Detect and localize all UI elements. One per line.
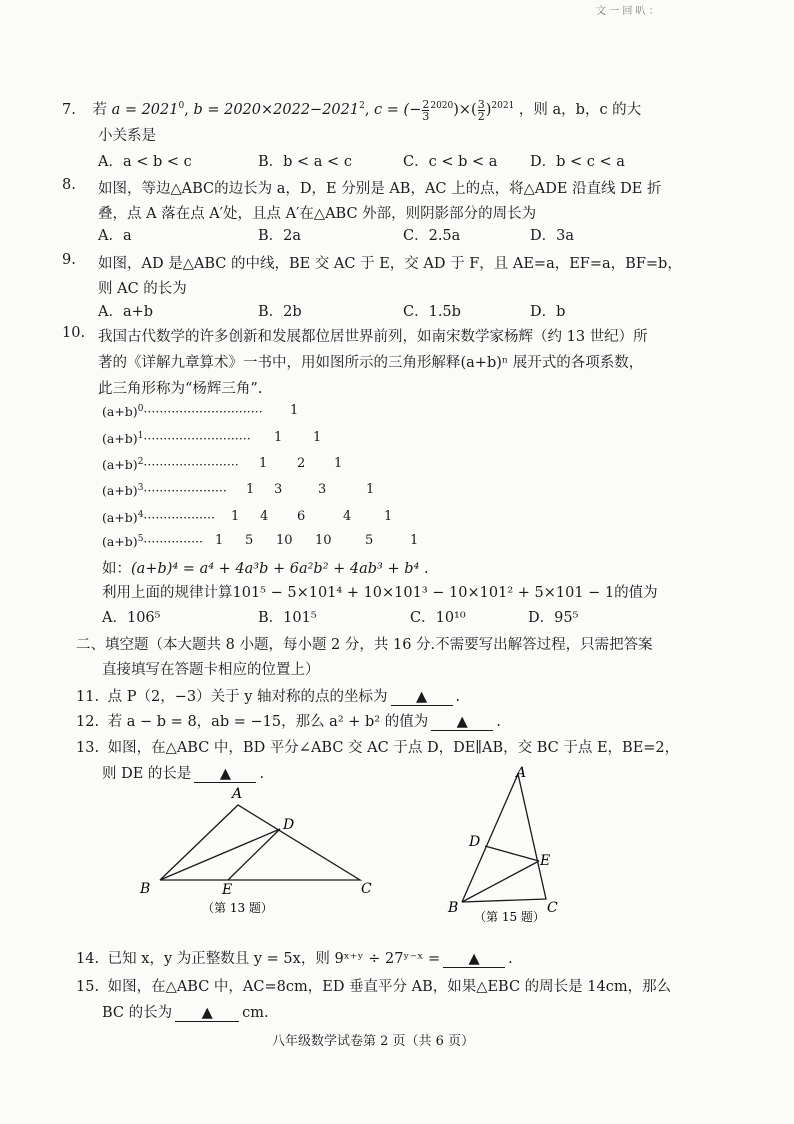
page-footer: 八年级数学试卷第 2 页（共 6 页） (272, 1034, 475, 1049)
question-11 (76, 685, 460, 706)
figure-15-caption: （第 15 题） (474, 910, 545, 924)
label-d: D (469, 834, 481, 850)
triangle-abc (160, 805, 360, 880)
q7-fraction-1: $\frac{2}{3}$ (422, 97, 430, 123)
q7-line2: 小关系是 (98, 128, 156, 144)
q10-line3: 此三角形称为“杨辉三角”. (98, 381, 263, 397)
label-a: A (232, 786, 243, 802)
segment-de (485, 846, 539, 861)
q7-b-expr: b = 2020×2022−2021 (193, 102, 360, 118)
q7-tail: ，则 a，b，c 的大 (518, 102, 642, 118)
triangle-value: 1 (384, 509, 393, 524)
question-number: 12. (76, 714, 100, 730)
q13-line2: 则 DE 的长是 (102, 766, 192, 782)
label-c: C (547, 900, 558, 916)
triangle-row-1: $(a+b)^1\cdot\cdot\cdot\cdot\cdot\cdot\cdot\cdot\cdot\cdot\cdot\cdot\cdot\cdot\cdot\cdot\cdot\cdot\cdot\cdot\cdot\cdot\cdot\cdot\cdot\cdot\cdot$ (102, 430, 251, 446)
label-b: B (140, 881, 151, 897)
question-number: 9. (62, 252, 76, 268)
answer-blank[interactable]: ▲ (391, 689, 453, 706)
answer-blank[interactable]: ▲ (443, 951, 505, 968)
triangle-value: 5 (245, 533, 254, 548)
q12-text: 若 a − b = 8，ab = −15，那么 a² + b² 的值为 (107, 714, 429, 730)
q10-example-lead: 如： (102, 561, 131, 577)
q10-line2: 著的《详解九章算术》一书中，用如图所示的三角形解释(a+b)ⁿ 展开式的各项系数， (98, 355, 644, 371)
q10-use-line: 利用上面的规律计算101⁵ − 5×101⁴ + 10×101³ − 10×101² + 5×101 − 1的值为 (102, 585, 658, 601)
q10-option-b[interactable]: B．101⁵ (258, 610, 317, 626)
question-number: 7. (62, 102, 76, 118)
q7-c-expr: c = (− (374, 102, 422, 118)
question-number: 15. (76, 979, 100, 995)
triangle-value: 6 (297, 509, 306, 524)
triangle-value: 3 (318, 482, 327, 497)
q12-end: . (496, 714, 501, 730)
segment-be (462, 861, 539, 902)
answer-blank[interactable]: ▲ (175, 1005, 239, 1022)
q7-option-d[interactable]: D．b < c < a (530, 154, 625, 170)
label-e: E (540, 853, 551, 869)
q15-line2: BC 的长为 (102, 1005, 173, 1021)
q10-option-d[interactable]: D．95⁵ (528, 610, 579, 626)
q7-fraction-2: $\frac{3}{2}$ (477, 97, 485, 123)
label-e: E (222, 882, 233, 898)
figure-15 (440, 762, 580, 930)
section-heading: 二、填空题（本大题共 8 小题，每小题 2 分，共 16 分.不需要写出解答过程，只需把答案 (76, 637, 653, 653)
q10-example: (a+b)⁴ = a⁴ + 4a³b + 6a²b² + 4ab³ + b⁴ . (131, 561, 429, 577)
triangle-value: 1 (246, 482, 255, 497)
q7-exp-1: 2020 (430, 101, 454, 112)
q13-line1: 如图，在△ABC 中，BD 平分∠ABC 交 AC 于点 D，DE∥AB，交 BC 于点 E，BE=2， (107, 740, 680, 756)
q7-a-exp: 0 (178, 101, 185, 112)
q8-line1: 如图，等边△ABC的边长为 a，D，E 分别是 AB，AC 上的点，将△ADE 沿直线 DE 折 (98, 181, 662, 197)
label-a: A (516, 765, 527, 781)
q8-option-a[interactable]: A．a (98, 228, 132, 244)
triangle-value: 5 (365, 533, 374, 548)
triangle-row-4: $(a+b)^4\cdot\cdot\cdot\cdot\cdot\cdot\cdot\cdot\cdot\cdot\cdot\cdot\cdot\cdot\cdot\cdot\cdot\cdot$ (102, 509, 215, 525)
header-mark: 文 一 回 叭 ： (596, 6, 659, 17)
triangle-row-5: $(a+b)^5\cdot\cdot\cdot\cdot\cdot\cdot\cdot\cdot\cdot\cdot\cdot\cdot\cdot\cdot\cdot$ (102, 533, 204, 549)
q14-end: . (508, 951, 513, 967)
figure-13 (130, 780, 390, 920)
q8-option-c[interactable]: C．2.5a (403, 228, 461, 244)
q7-lead: 若 (92, 102, 107, 118)
q11-text: 点 P（2，−3）关于 y 轴对称的点的坐标为 (107, 689, 388, 705)
q9-option-b[interactable]: B．2b (258, 304, 302, 320)
triangle-value: 1 (215, 533, 224, 548)
triangle-value: 1 (313, 430, 322, 445)
segment-bd (160, 829, 280, 880)
q9-line1: 如图，AD 是△ABC 的中线，BE 交 AC 于 E，交 AD 于 F，且 AE=a，EF=a，BF=b， (98, 256, 682, 272)
q9-option-c[interactable]: C．1.5b (403, 304, 461, 320)
label-b: B (448, 900, 459, 916)
question-12 (76, 710, 501, 731)
q14-text: 已知 x，y 为正整数且 y = 5x，则 9ˣ⁺ʸ ÷ 27ʸ⁻ˣ = (107, 951, 441, 967)
q7-option-b[interactable]: B．b < a < c (258, 154, 352, 170)
question-number: 8. (62, 177, 76, 193)
q7-option-c[interactable]: C．c < b < a (403, 154, 498, 170)
q8-option-d[interactable]: D．3a (530, 228, 574, 244)
q7-times: )×( (453, 102, 477, 118)
q7-exp-2: 2021 (491, 101, 515, 112)
q8-option-b[interactable]: B．2a (258, 228, 302, 244)
q9-line2: 则 AC 的长为 (98, 281, 187, 297)
question-number: 10. (62, 325, 86, 341)
triangle-value: 2 (297, 456, 306, 471)
triangle-value: 3 (274, 482, 283, 497)
triangle-value: 1 (290, 403, 299, 418)
q9-option-a[interactable]: A．a+b (98, 304, 154, 320)
triangle-row-0: $(a+b)^0\cdot\cdot\cdot\cdot\cdot\cdot\cdot\cdot\cdot\cdot\cdot\cdot\cdot\cdot\cdot\cdot\cdot\cdot\cdot\cdot\cdot\cdot\cdot\cdot\cdot\cdot\cdot\cdot\cdot\cdot$ (102, 403, 263, 419)
q15-line1: 如图，在△ABC 中，AC=8cm，ED 垂直平分 AB，如果△EBC 的周长是 14cm，那么 (107, 979, 672, 995)
q11-end: . (455, 689, 461, 705)
question-number: 11. (76, 689, 100, 705)
question-14 (76, 947, 513, 968)
triangle-value: 1 (366, 482, 375, 497)
triangle-row-3: $(a+b)^3\cdot\cdot\cdot\cdot\cdot\cdot\cdot\cdot\cdot\cdot\cdot\cdot\cdot\cdot\cdot\cdot\cdot\cdot\cdot\cdot\cdot$ (102, 482, 227, 498)
triangle-value: 10 (315, 533, 332, 548)
q7-b-exp: 2 (359, 101, 365, 112)
triangle-value: 4 (260, 509, 269, 524)
q7-a-expr: a = 2021 (111, 102, 179, 118)
answer-blank[interactable]: ▲ (194, 766, 256, 783)
q8-line2: 叠，点 A 落在点 A′处，且点 A′在△ABC 外部，则阴影部分的周长为 (98, 206, 537, 222)
triangle-value: 1 (410, 533, 419, 548)
triangle-value: 1 (259, 456, 268, 471)
triangle-value: 10 (276, 533, 293, 548)
q13-end: . (259, 766, 265, 782)
triangle-value: 1 (334, 456, 343, 471)
figure-13-caption: （第 13 题） (202, 901, 273, 915)
triangle-value: 1 (274, 430, 283, 445)
q10-line1: 我国古代数学的许多创新和发展都位居世界前列，如南宋数学家杨辉（约 13 世纪）所 (98, 329, 648, 345)
triangle-value: 4 (343, 509, 352, 524)
label-c: C (361, 881, 372, 897)
q15-end: cm. (242, 1005, 269, 1021)
q9-option-d[interactable]: D．b (530, 304, 566, 320)
triangle-value: 1 (231, 509, 240, 524)
label-d: D (283, 817, 295, 833)
question-number: 13. (76, 740, 100, 756)
q10-option-a[interactable]: A．106⁵ (102, 610, 161, 626)
q10-option-c[interactable]: C．10¹⁰ (410, 610, 466, 626)
section-heading-line2: 直接填写在答题卡相应的位置上） (102, 662, 320, 678)
triangle-row-2: $(a+b)^2\cdot\cdot\cdot\cdot\cdot\cdot\cdot\cdot\cdot\cdot\cdot\cdot\cdot\cdot\cdot\cdot\cdot\cdot\cdot\cdot\cdot\cdot\cdot\cdot$ (102, 456, 239, 472)
answer-blank[interactable]: ▲ (431, 714, 493, 731)
question-number: 14. (76, 951, 100, 967)
q7-option-a[interactable]: A．a < b < c (98, 154, 192, 170)
segment-de (228, 829, 280, 880)
